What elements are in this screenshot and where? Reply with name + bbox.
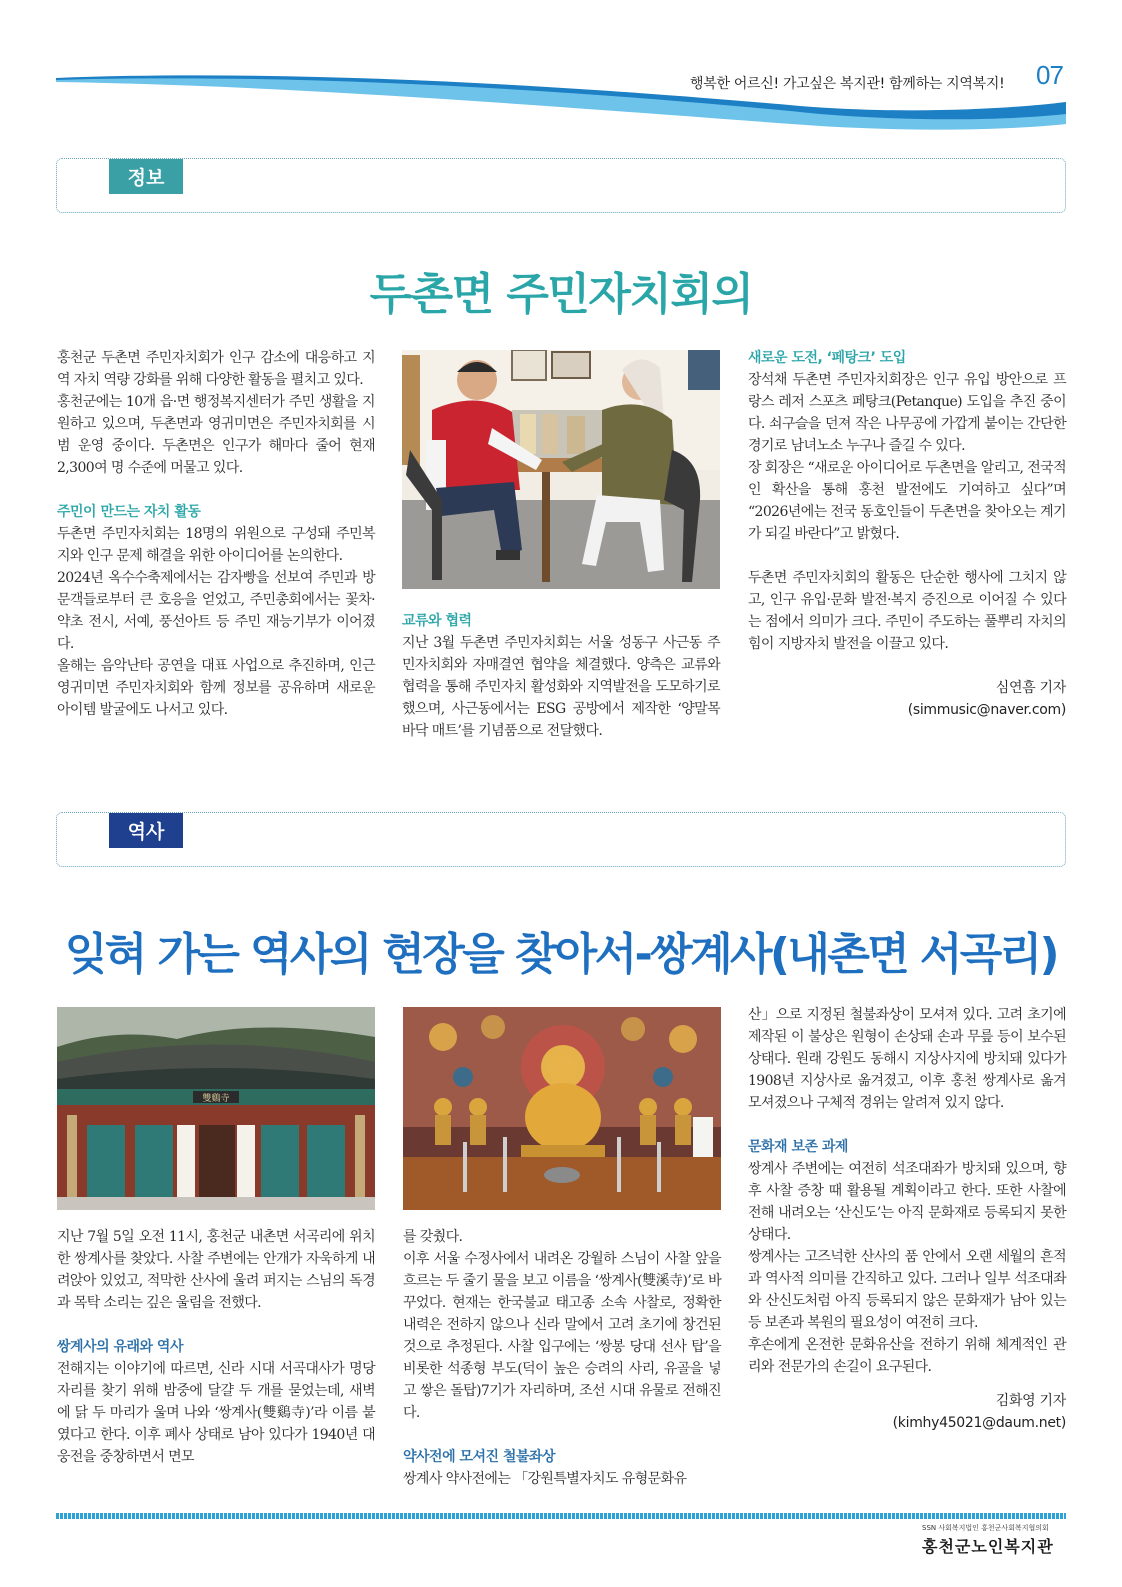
paragraph: 쌍계사 주변에는 여전히 석조대좌가 방치돼 있으며, 향후 사찰 증창 때 활용될 계획이라고 한다. 또한 사찰에 전해 내려오는 ‘산신도’는 아직 문화재로 등록되지 못한 상태다. (748, 1161, 1066, 1243)
article2-column-2 (403, 1226, 721, 1490)
article2-column-1 (57, 1226, 375, 1468)
paragraph: 후손에게 온전한 문화유산을 전하기 위해 체계적인 관리와 전문가의 손길이 요구된다. (748, 1337, 1066, 1375)
reporter-name: 심연흠 기자 (995, 680, 1066, 696)
subheading: 쌍계사의 유래와 역사 (57, 1339, 183, 1355)
paragraph: 장석채 두촌면 주민자치회장은 인구 유입 방안으로 프랑스 레저 스포츠 페탕크(Petanque) 도입을 추진 중이다. 쇠구슬을 던져 작은 나무공에 가깝게 붙이는 간단한 경기로 남녀노소 누구나 즐길 수 있다. (748, 372, 1066, 454)
paragraph: 지난 7월 5일 오전 11시, 홍천군 내촌면 서곡리에 위치한 쌍계사를 찾았다. 사찰 주변에는 안개가 자욱하게 내려앉아 있었고, 적막한 산사에 울려 퍼지는 스님의 독경과 목탁 소리는 깊은 울림을 전했다. (57, 1229, 375, 1311)
paragraph: 산」으로 지정된 철불좌상이 모셔져 있다. 고려 초기에 제작된 이 불상은 원형이 손상돼 손과 무릎 등이 보수된 상태다. 원래 강원도 동해시 지상사지에 방치돼 있다가 1908년 지상사로 옮겨졌고, 이후 홍천 쌍계사로 옮겨 모셔졌으나 구체적 경위는 알려져 있지 않다. (748, 1007, 1066, 1111)
article1-column-3 (748, 347, 1066, 721)
article1-column-2 (402, 610, 720, 742)
article-title-info: 두촌면 주민자치회의 (369, 269, 753, 320)
section-history-box (56, 812, 1066, 867)
paragraph: 홍천군 두촌면 주민자치회가 인구 감소에 대응하고 지역 자치 역량 강화를 위해 다양한 활동을 펼치고 있다. (57, 350, 375, 388)
article-title-history: 잊혀 가는 역사의 현장을 찾아서-쌍계사(내촌면 서곡리) (64, 929, 1058, 980)
paragraph: 올해는 음악난타 공연을 대표 사업으로 추진하며, 인근 영귀미면 주민자치회와 함께 정보를 공유하며 새로운 아이템 발굴에도 나서고 있다. (57, 658, 375, 718)
subheading: 문화재 보존 과제 (748, 1139, 848, 1155)
header-slogan: 행복한 어르신! 가고싶은 복지관! 함께하는 지역복지! (690, 76, 1005, 92)
header-wave (0, 58, 1122, 138)
temple-sign-text: 雙鷄寺 (202, 1094, 230, 1104)
paragraph: 2024년 옥수수축제에서는 감자빵을 선보여 주민과 방문객들로부터 큰 호응을 얻었고, 주민총회에서는 꽃차·약초 전시, 서예, 풍선아트 등 주민 재능기부가 이어졌다. (57, 570, 375, 652)
paragraph: 이후 서울 수정사에서 내려온 강월하 스님이 사찰 앞을 흐르는 두 줄기 물을 보고 이름을 ‘쌍계사(雙溪寺)’로 바꾸었다. 현재는 한국불교 태고종 소속 사찰로, 정확한 내력은 전하지 않으나 신라 말에서 고려 초기에 창건된 것으로 추정된다. 사찰 입구에는 ‘쌍봉 당대 선사 탑’을 비롯한 석종형 부도(덕이 높은 승려의 사리, 유골을 넣고 쌓은 돌탑)7기가 자리하며, 조선 시대 유물로 전해진다. (403, 1251, 721, 1421)
buddha-statue-photo (403, 1007, 721, 1210)
paragraph: 쌍계사는 고즈넉한 산사의 품 안에서 오랜 세월의 흔적과 역사적 의미를 간직하고 있다. 그러나 일부 석조대좌와 산신도처럼 아직 등록되지 않은 문화재가 남아 있는 등 보존과 복원의 필요성이 여전히 크다. (748, 1249, 1066, 1331)
article1-column-1 (57, 347, 375, 721)
temple-photo (57, 1007, 375, 1210)
paragraph: 두촌면 주민자치회의 활동은 단순한 행사에 그치지 않고, 인구 유입·문화 발전·복지 증진으로 이어질 수 있다는 점에서 의미가 크다. 주민이 주도하는 풀뿌리 자치의 힘이 지방자치 발전을 이끌고 있다. (748, 570, 1066, 652)
section-info-box (56, 158, 1066, 213)
footer-org-small: SSN 사회복지법인 홍천군사회복지협의회 (922, 1524, 1049, 1532)
page-number: 07 (1036, 60, 1063, 90)
article2-column-3 (748, 1004, 1066, 1434)
subheading: 약사전에 모셔진 철불좌상 (403, 1449, 556, 1465)
paragraph: 쌍계사 약사전에는 「강원특별자치도 유형문화유 (403, 1471, 687, 1487)
meeting-photo (402, 350, 720, 589)
paragraph: 전해지는 이야기에 따르면, 신라 시대 서곡대사가 명당 자리를 찾기 위해 밤중에 달걀 두 개를 묻었는데, 새벽에 닭 두 마리가 울며 나와 ‘쌍계사(雙鷄寺)’라 이름 붙였다고 한다. 이후 폐사 상태로 남아 있다가 1940년 대웅전을 중창하면서 면모 (57, 1361, 375, 1465)
reporter-email[interactable]: (kimhy45021@daum.net) (892, 1415, 1066, 1431)
reporter-email[interactable]: (simmusic@naver.com) (907, 702, 1066, 718)
section-tag-history: 역사 (109, 813, 183, 848)
subheading: 주민이 만드는 자치 활동 (57, 504, 201, 520)
paragraph: 지난 3월 두촌면 주민자치회는 서울 성동구 사근동 주민자치회와 자매결연 협약을 체결했다. 양측은 교류와 협력을 통해 주민자치 활성화와 지역발전을 도모하기로 했으며, 사근동에서는 ESG 공방에서 제작한 ‘양말목 바닥 매트’를 기념품으로 전달했다. (402, 635, 720, 739)
section-tag-info: 정보 (109, 159, 183, 194)
reporter-name: 김화영 기자 (995, 1393, 1066, 1409)
paragraph: 를 갖췄다. (403, 1229, 463, 1245)
footer-org-logo: 홍천군노인복지관 (922, 1537, 1054, 1556)
paragraph: 홍천군에는 10개 읍·면 행정복지센터가 주민 생활을 지원하고 있으며, 두촌면과 영귀미면은 주민자치회를 시범 운영 중이다. 두촌면은 인구가 해마다 줄어 현재 2,300여 명 수준에 머물고 있다. (57, 394, 375, 476)
paragraph: 장 회장은 “새로운 아이디어로 두촌면을 알리고, 전국적인 확산을 통해 홍천 발전에도 기여하고 싶다”며 “2026년에는 전국 동호인들이 두촌면을 찾아오는 계기가 되길 바란다”고 밝혔다. (748, 460, 1066, 542)
paragraph: 두촌면 주민자치회는 18명의 위원으로 구성돼 주민복지와 인구 문제 해결을 위한 아이디어를 논의한다. (57, 526, 375, 564)
subheading: 새로운 도전, ‘페탕크’ 도입 (748, 350, 906, 366)
footer-dotted-bar (56, 1513, 1066, 1519)
subheading: 교류와 협력 (402, 613, 472, 629)
